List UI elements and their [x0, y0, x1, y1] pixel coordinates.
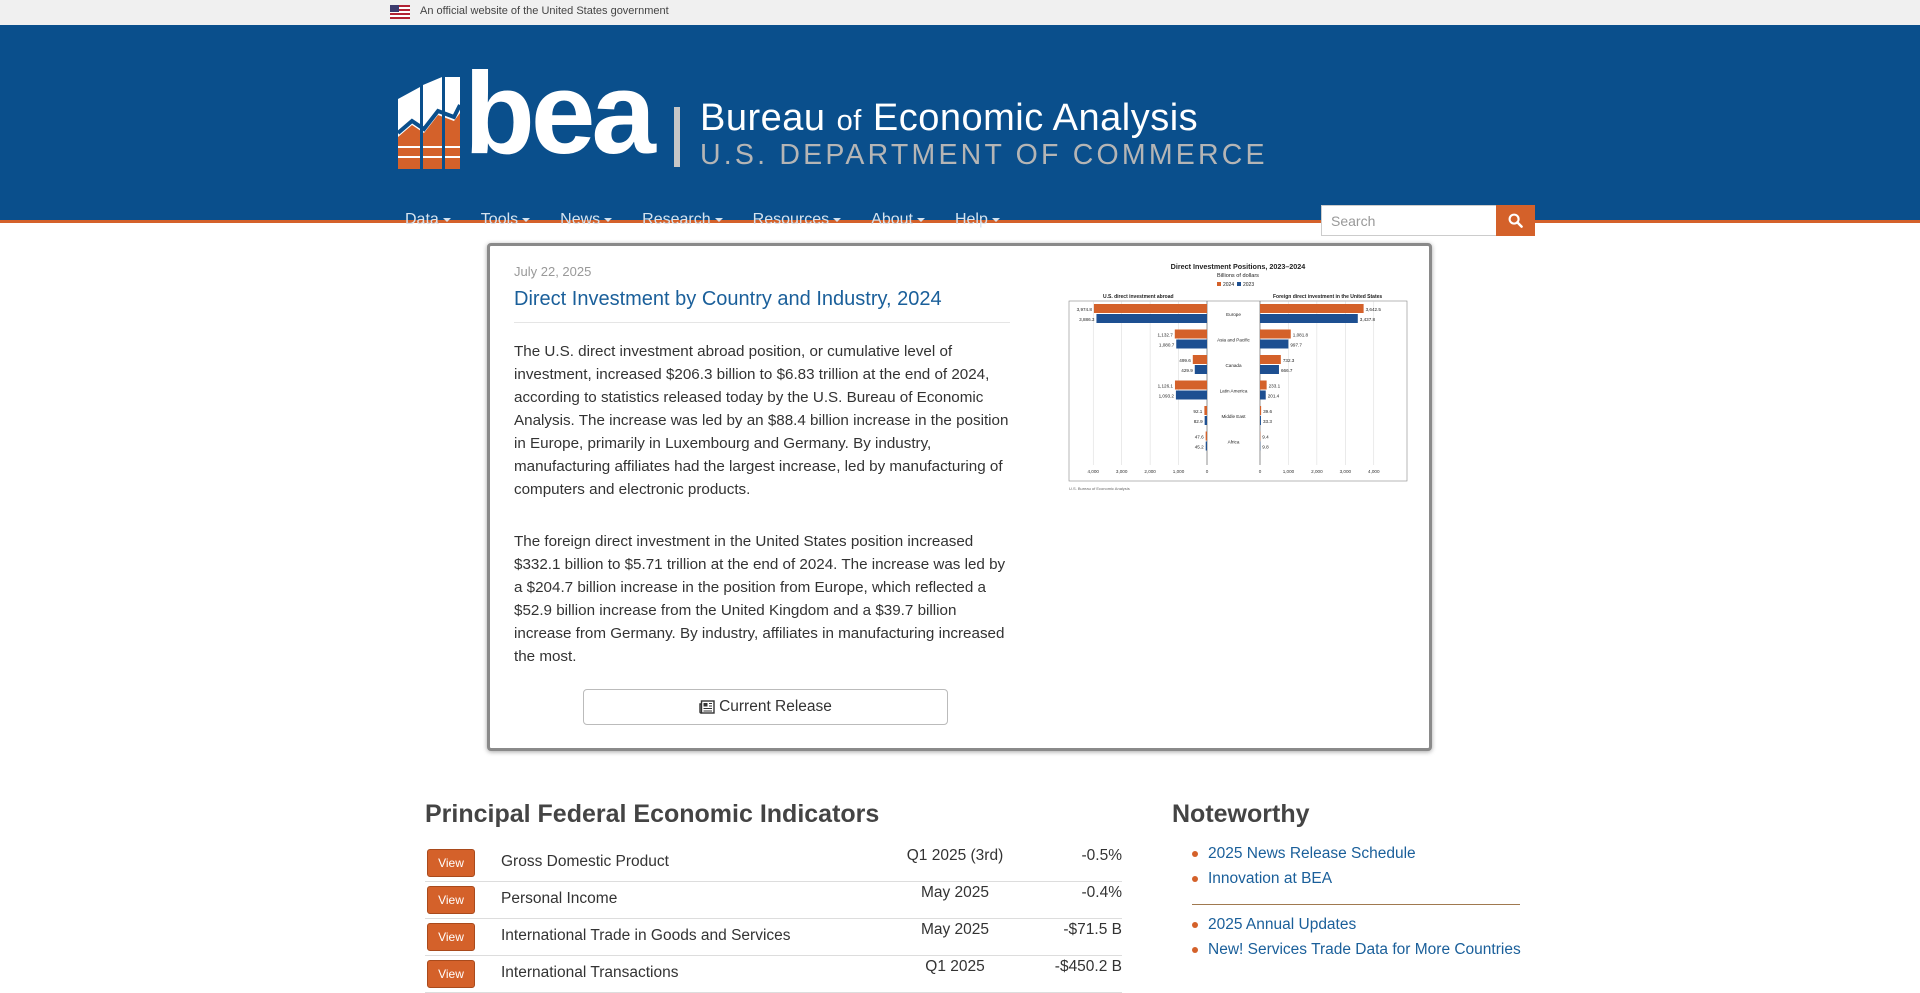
- logo-divider: [674, 107, 680, 167]
- chart-thumbnail[interactable]: [1067, 260, 1409, 493]
- chart-tick-label: 1,000: [1172, 469, 1185, 474]
- right-panel-title: Foreign direct investment in the United States: [1273, 294, 1383, 300]
- nav-resources[interactable]: [753, 211, 841, 229]
- chart-tick-label: 1,000: [1282, 469, 1295, 474]
- noteworthy-link[interactable]: Innovation at BEA: [1192, 868, 1522, 890]
- nav-tools[interactable]: [481, 211, 530, 229]
- release-headline[interactable]: Direct Investment by Country and Industry, 2024: [514, 288, 942, 310]
- nav-about[interactable]: [871, 211, 925, 229]
- chart-category-label: Latin America: [1219, 388, 1248, 394]
- chart-bar-abroad-2023: [1205, 416, 1207, 425]
- chart-bar-abroad-2024: [1094, 304, 1207, 313]
- indicators-title: Principal Federal Economic Indicators: [425, 800, 880, 828]
- chart-data-label: 1,081.8: [1292, 332, 1309, 338]
- indicator-period: May 2025: [920, 921, 990, 938]
- chart-category-label: Asia and Pacific: [1217, 337, 1250, 343]
- chart-data-label: 732.3: [1282, 358, 1295, 363]
- chart-data-label: 201.4: [1267, 393, 1280, 399]
- site-header: [0, 25, 1920, 228]
- indicator-period: May 2025: [920, 884, 990, 901]
- indicator-period: Q1 2025: [925, 958, 985, 975]
- noteworthy-link[interactable]: New! Services Trade Data for More Countries: [1192, 939, 1522, 961]
- chart-data-label: 429.9: [1181, 368, 1193, 373]
- caret-down-icon: [604, 218, 612, 222]
- chart-bar-abroad-2024: [1206, 432, 1207, 441]
- site-title-of: of: [836, 105, 862, 137]
- chart-data-label: 33.3: [1262, 419, 1272, 424]
- noteworthy-link[interactable]: 2025 News Release Schedule: [1192, 843, 1522, 865]
- noteworthy-divider: [1192, 904, 1520, 905]
- search-form: [1321, 205, 1535, 236]
- chart-bar-abroad-2023: [1206, 442, 1207, 451]
- noteworthy-title: Noteworthy: [1172, 800, 1310, 828]
- chart-bar-fdius-2023: [1260, 365, 1279, 374]
- chart-tick-label: 4,000: [1087, 469, 1099, 474]
- noteworthy-list: [1192, 843, 1522, 893]
- featured-release: [487, 243, 1432, 751]
- chart-data-label: 1,080.7: [1158, 342, 1175, 348]
- release-paragraph-1: The U.S. direct investment abroad position, or cumulative level of investment, increased $206.3 billion to $6.83 trillion at the end of 2024, according to statistics released today by the U.S. Bureau of Economic Analysis. The increase was led by an $88.4 billion increase in the position in Europe, primarily in Luxembourg and Germany. By industry, manufacturing affiliates had the largest increase, led by manufacturing of computers and electronic products.: [514, 343, 1009, 498]
- legend-label-2024: 2024: [1223, 282, 1235, 288]
- chart-data-label: 499.6: [1179, 358, 1191, 363]
- chart-bar-abroad-2024: [1193, 355, 1207, 364]
- chart-bar-fdius-2023: [1260, 391, 1266, 400]
- indicator-value: -$71.5 B: [1063, 921, 1122, 938]
- chart-tick-label: 3,000: [1115, 469, 1128, 474]
- chart-bar-fdius-2023: [1260, 340, 1288, 349]
- chart-data-label: 39.6: [1263, 409, 1273, 414]
- us-flag-icon: [390, 5, 410, 19]
- chart-data-label: 45.2: [1194, 444, 1204, 450]
- search-icon: [1508, 213, 1523, 228]
- legend-swatch-2024: [1217, 282, 1221, 286]
- chart-data-label: 1,126.1: [1157, 383, 1173, 389]
- chart-bar-abroad-2024: [1175, 381, 1207, 390]
- chart-tick-label: 2,000: [1311, 469, 1323, 474]
- legend-swatch-2023: [1237, 282, 1241, 286]
- nav-research[interactable]: [642, 211, 722, 229]
- chart-tick-label: 3,000: [1339, 469, 1352, 474]
- table-row: [425, 956, 1122, 993]
- chart-category-label: Europe: [1226, 312, 1241, 317]
- nav-data[interactable]: [405, 211, 451, 229]
- chart-data-label: 1,132.7: [1157, 332, 1173, 338]
- search-button[interactable]: [1496, 205, 1535, 236]
- chart-tick-label: 2,000: [1144, 469, 1156, 474]
- logo-wordmark[interactable]: bea: [464, 48, 652, 178]
- chart-tick-label: 4,000: [1368, 469, 1380, 474]
- indicator-name[interactable]: Personal Income: [501, 890, 618, 907]
- chart-data-label: 82.9: [1193, 419, 1203, 424]
- caret-down-icon: [992, 218, 1000, 222]
- nav-help-label: Help: [954, 211, 988, 228]
- release-date: July 22, 2025: [514, 264, 592, 279]
- direct-investment-chart: [1067, 260, 1409, 493]
- site-title[interactable]: [700, 99, 1198, 137]
- view-button-transactions[interactable]: View: [427, 960, 475, 988]
- chart-bar-abroad-2024: [1204, 406, 1207, 415]
- chart-bar-fdius-2024: [1260, 381, 1267, 390]
- chart-data-label: 3,437.8: [1359, 317, 1376, 322]
- chart-data-label: 9.4: [1262, 434, 1269, 440]
- chart-data-label: 3,974.8: [1076, 307, 1092, 312]
- site-title-main: Bureau: [700, 97, 826, 139]
- site-title-rest: Economic Analysis: [872, 97, 1199, 139]
- caret-down-icon: [522, 218, 530, 222]
- nav-news[interactable]: [560, 211, 612, 229]
- newspaper-icon: [699, 700, 715, 714]
- chart-bar-abroad-2023: [1096, 314, 1207, 323]
- indicator-value: -$450.2 B: [1054, 958, 1122, 975]
- chart-bar-abroad-2024: [1175, 330, 1207, 339]
- noteworthy-link[interactable]: 2025 Annual Updates: [1192, 914, 1522, 936]
- chart-bar-fdius-2024: [1260, 355, 1281, 364]
- chart-bar-abroad-2023: [1176, 340, 1207, 349]
- chart-data-label: 1,093.2: [1158, 393, 1174, 399]
- nav-research-label: Research: [642, 211, 711, 228]
- caret-down-icon: [917, 218, 925, 222]
- view-button-trade[interactable]: View: [427, 923, 475, 951]
- nav-about-label: About: [871, 211, 913, 228]
- nav-data-label: Data: [405, 211, 439, 228]
- main-nav: [405, 211, 1030, 229]
- current-release-label: Current Release: [719, 698, 832, 715]
- chart-title: Direct Investment Positions, 2023–2024: [1170, 262, 1306, 271]
- chart-subtitle: Billions of dollars: [1217, 273, 1259, 279]
- chart-source: U.S. Bureau of Economic Analysis: [1069, 486, 1130, 491]
- chart-data-label: 9.8: [1262, 444, 1269, 450]
- nav-news-label: News: [560, 211, 601, 228]
- headline-divider: [514, 322, 1010, 323]
- chart-bar-fdius-2023: [1260, 314, 1358, 323]
- caret-down-icon: [833, 218, 841, 222]
- indicator-name[interactable]: International Transactions: [501, 964, 679, 981]
- indicator-period: Q1 2025 (3rd): [906, 847, 1004, 864]
- chart-marks: [1077, 301, 1382, 474]
- caret-down-icon: [443, 218, 451, 222]
- chart-tick-label: 0: [1258, 469, 1262, 474]
- chart-bar-fdius-2024: [1260, 330, 1291, 339]
- chart-data-label: 3,886.3: [1079, 317, 1095, 322]
- current-release-button[interactable]: [583, 689, 948, 725]
- table-row: [425, 919, 1122, 956]
- gov-banner: [0, 0, 1920, 25]
- chart-bar-fdius-2024: [1260, 304, 1364, 313]
- chart-category-label: Middle East: [1221, 414, 1246, 419]
- left-panel-title: U.S. direct investment abroad: [1103, 294, 1174, 300]
- chart-data-label: 92.1: [1193, 409, 1203, 414]
- nav-resources-label: Resources: [752, 211, 830, 228]
- nav-tools-label: Tools: [480, 211, 519, 228]
- view-button-gdp[interactable]: View: [427, 849, 475, 877]
- indicator-name[interactable]: Gross Domestic Product: [501, 853, 669, 870]
- indicator-name[interactable]: International Trade in Goods and Services: [501, 927, 791, 944]
- chart-data-label: 47.6: [1194, 434, 1204, 440]
- chart-data-label: 233.1: [1268, 383, 1281, 389]
- indicator-value: -0.5%: [1081, 847, 1122, 864]
- indicator-value: -0.4%: [1081, 884, 1122, 901]
- chart-bar-abroad-2023: [1176, 391, 1207, 400]
- table-row: [425, 845, 1122, 882]
- chart-data-label: 666.7: [1280, 368, 1293, 373]
- chart-bar-fdius-2023: [1260, 416, 1261, 425]
- chart-bar-abroad-2023: [1195, 365, 1207, 374]
- chart-category-label: Africa: [1227, 439, 1240, 445]
- gov-banner-text: An official website of the United States government: [420, 5, 669, 17]
- chart-data-label: 997.7: [1290, 342, 1302, 348]
- bea-logo-mark-icon[interactable]: [398, 77, 460, 169]
- table-row: [425, 882, 1122, 919]
- caret-down-icon: [715, 218, 723, 222]
- legend-label-2023: 2023: [1243, 282, 1255, 288]
- chart-bar-fdius-2024: [1260, 406, 1261, 415]
- view-button-personal-income[interactable]: View: [427, 886, 475, 914]
- chart-tick-label: 0: [1205, 469, 1209, 474]
- indicators-table: [425, 845, 1122, 993]
- chart-category-label: Canada: [1225, 363, 1242, 368]
- department-name: U.S. DEPARTMENT OF COMMERCE: [700, 139, 1268, 171]
- search-input[interactable]: [1321, 205, 1496, 236]
- release-paragraph-2: The foreign direct investment in the United States position increased $332.1 billion to $5.71 trillion at the end of 2024. The increase was led by a $204.7 billion increase in the position from Europe, which reflected a $52.9 billion increase from the United Kingdom and a $39.7 billion increase from Germany. By industry, affiliates in manufacturing increased the most.: [514, 533, 1006, 665]
- noteworthy-list-2: [1192, 914, 1522, 964]
- chart-data-label: 3,642.5: [1365, 307, 1381, 312]
- nav-help[interactable]: [955, 211, 1000, 229]
